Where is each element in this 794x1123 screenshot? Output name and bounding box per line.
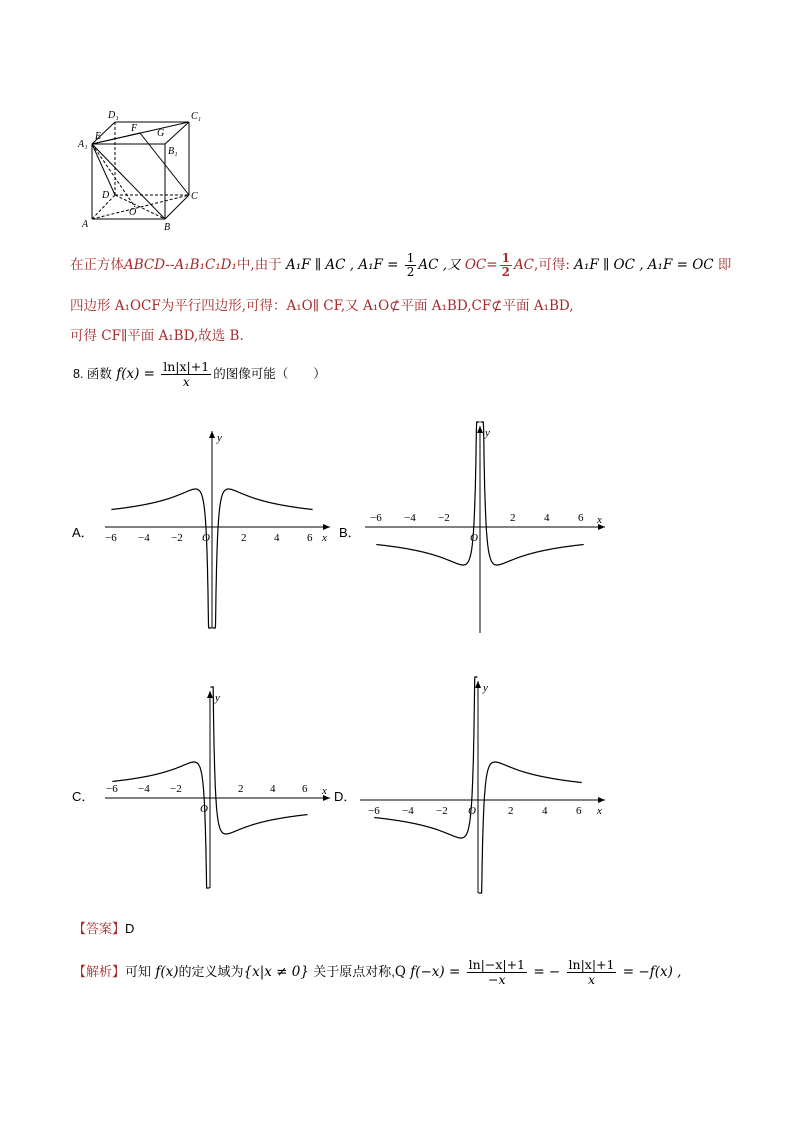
analysis-expr: f(−x) =	[410, 963, 461, 980]
x-axis-label: x	[322, 532, 327, 544]
y-axis-label: y	[215, 692, 220, 704]
tick-label: 2	[241, 532, 247, 544]
label-g: G	[157, 128, 165, 139]
tick-label: 2	[510, 512, 516, 524]
answer-value: D	[125, 921, 135, 936]
tick-label: 2	[508, 805, 514, 817]
sol-text: 中,由于	[236, 257, 282, 274]
analysis-domain: {x|x ≠ 0}	[243, 963, 309, 980]
analysis-eq: = −	[533, 963, 561, 980]
label-b1: B₁	[168, 146, 178, 157]
tick-label: 4	[270, 783, 276, 795]
origin-label: O	[470, 532, 478, 544]
analysis-text: 的定义域为	[178, 963, 244, 979]
graph-option-d	[355, 675, 615, 895]
tick-label: −6	[370, 512, 382, 524]
frac-num: 1	[406, 251, 415, 265]
tick-label: 4	[544, 512, 550, 524]
option-d-label: D．	[334, 789, 357, 804]
frac-den: x	[587, 971, 596, 987]
y-axis-arrow	[477, 426, 483, 433]
label-a1: A₁	[78, 139, 88, 150]
solution-line-1	[70, 252, 731, 279]
curve-left	[111, 489, 211, 628]
label-b: B	[164, 222, 171, 233]
curve-right	[481, 422, 584, 565]
tick-label: 6	[576, 805, 582, 817]
analysis-frac-1	[467, 958, 527, 987]
analysis-line	[73, 958, 681, 987]
tick-label: −2	[170, 783, 182, 795]
tick-label: 6	[578, 512, 584, 524]
option-c-label: C．	[72, 789, 95, 804]
label-c: C	[191, 191, 198, 202]
analysis-text: 关于原点对称,	[313, 963, 395, 979]
solution-line-2: 四边形 A₁OCF为平行四边形,可得：A₁O∥ CF,又 A₁O⊄平面 A₁BD,CF⊄平面 A₁BD,	[70, 298, 574, 314]
tick-label: 6	[307, 532, 313, 544]
tick-label: −4	[138, 532, 150, 544]
tick-label: −4	[404, 512, 416, 524]
y-axis-arrow	[207, 691, 213, 698]
sol-math: AC ,又	[418, 257, 461, 274]
q8-num: ln|x|+1	[163, 359, 210, 374]
tick-label: −6	[106, 783, 118, 795]
analysis-text: 可知	[125, 963, 152, 979]
label-d1: D₁	[108, 110, 119, 121]
x-axis-arrow	[598, 797, 605, 803]
tick-label: −6	[105, 532, 117, 544]
tick-label: −2	[436, 805, 448, 817]
tick-label: 4	[274, 532, 280, 544]
analysis-label: 【解析】	[73, 963, 126, 979]
sol-text: ,可得:	[534, 257, 570, 274]
q8-suffix: 的图像可能（ ）	[213, 366, 326, 381]
sol-frac	[500, 252, 512, 279]
sol-math: A₁F ∥ AC , A₁F =	[286, 257, 399, 274]
sol-math: AC	[513, 257, 535, 274]
x-axis-label: x	[597, 514, 602, 526]
sol-cube: ABCD--A₁B₁C₁D₁	[124, 257, 237, 274]
q8-den: x	[182, 373, 190, 389]
label-e: E	[95, 131, 102, 142]
q8-prefix: 8. 函数	[73, 366, 112, 381]
graph-option-a	[100, 425, 340, 630]
curve-right	[211, 687, 308, 834]
graph-option-c	[100, 685, 340, 890]
tick-label: 6	[302, 783, 308, 795]
graph-option-b	[360, 420, 615, 635]
sol-math: OC=	[464, 257, 498, 274]
tick-label: −4	[138, 783, 150, 795]
tick-label: 4	[542, 805, 548, 817]
curve-left	[112, 762, 209, 888]
label-f: F	[131, 123, 138, 134]
y-axis-label: y	[483, 682, 488, 694]
label-o: O	[129, 207, 137, 218]
answer-line	[73, 918, 134, 937]
sol-math: A₁F ∥ OC , A₁F = OC	[574, 257, 714, 274]
solution-line-3: 可得 CF∥平面 A₁BD,故选 B.	[70, 328, 244, 344]
answer-label: 【答案】	[73, 921, 126, 936]
x-axis-arrow	[323, 524, 330, 530]
y-axis-label: y	[485, 427, 490, 439]
frac-den: 2	[501, 265, 510, 280]
sol-text: 在正方体	[70, 257, 124, 274]
curve-right	[213, 489, 313, 628]
label-c1: C₁	[191, 111, 202, 122]
tick-label: −4	[402, 805, 414, 817]
curve-right	[479, 762, 582, 893]
origin-label: O	[468, 805, 476, 817]
x-axis-label: x	[322, 785, 327, 797]
y-axis-label: y	[217, 432, 222, 444]
option-a-label: A．	[72, 525, 94, 540]
tick-label: −2	[438, 512, 450, 524]
analysis-because: Q	[394, 963, 406, 980]
frac-den: 2	[406, 265, 415, 280]
curve-left	[374, 677, 477, 838]
option-b-label: B．	[339, 525, 361, 540]
analysis-fx: f(x)	[155, 963, 179, 980]
origin-label: O	[200, 803, 208, 815]
tick-label: −6	[368, 805, 380, 817]
cube-figure	[75, 105, 215, 235]
question-8	[73, 360, 326, 389]
y-axis-arrow	[209, 431, 215, 438]
label-d: D	[102, 190, 110, 201]
q8-frac	[161, 360, 211, 389]
sol-text: 即	[717, 257, 732, 274]
frac-num: ln|−x|+1	[468, 957, 526, 972]
x-axis-label: x	[597, 805, 602, 817]
curve-left	[376, 422, 479, 565]
tick-label: −2	[171, 532, 183, 544]
frac-num: 1	[501, 251, 510, 265]
analysis-frac-2	[567, 958, 617, 987]
label-a: A	[82, 219, 89, 230]
sol-frac	[405, 252, 417, 279]
q8-fx: f(x) =	[116, 365, 155, 382]
frac-num: ln|x|+1	[568, 957, 615, 972]
tick-label: 2	[238, 783, 244, 795]
origin-label: O	[202, 532, 210, 544]
y-axis-arrow	[475, 681, 481, 688]
frac-den: −x	[488, 971, 506, 987]
analysis-end: = −f(x) ,	[622, 963, 682, 980]
